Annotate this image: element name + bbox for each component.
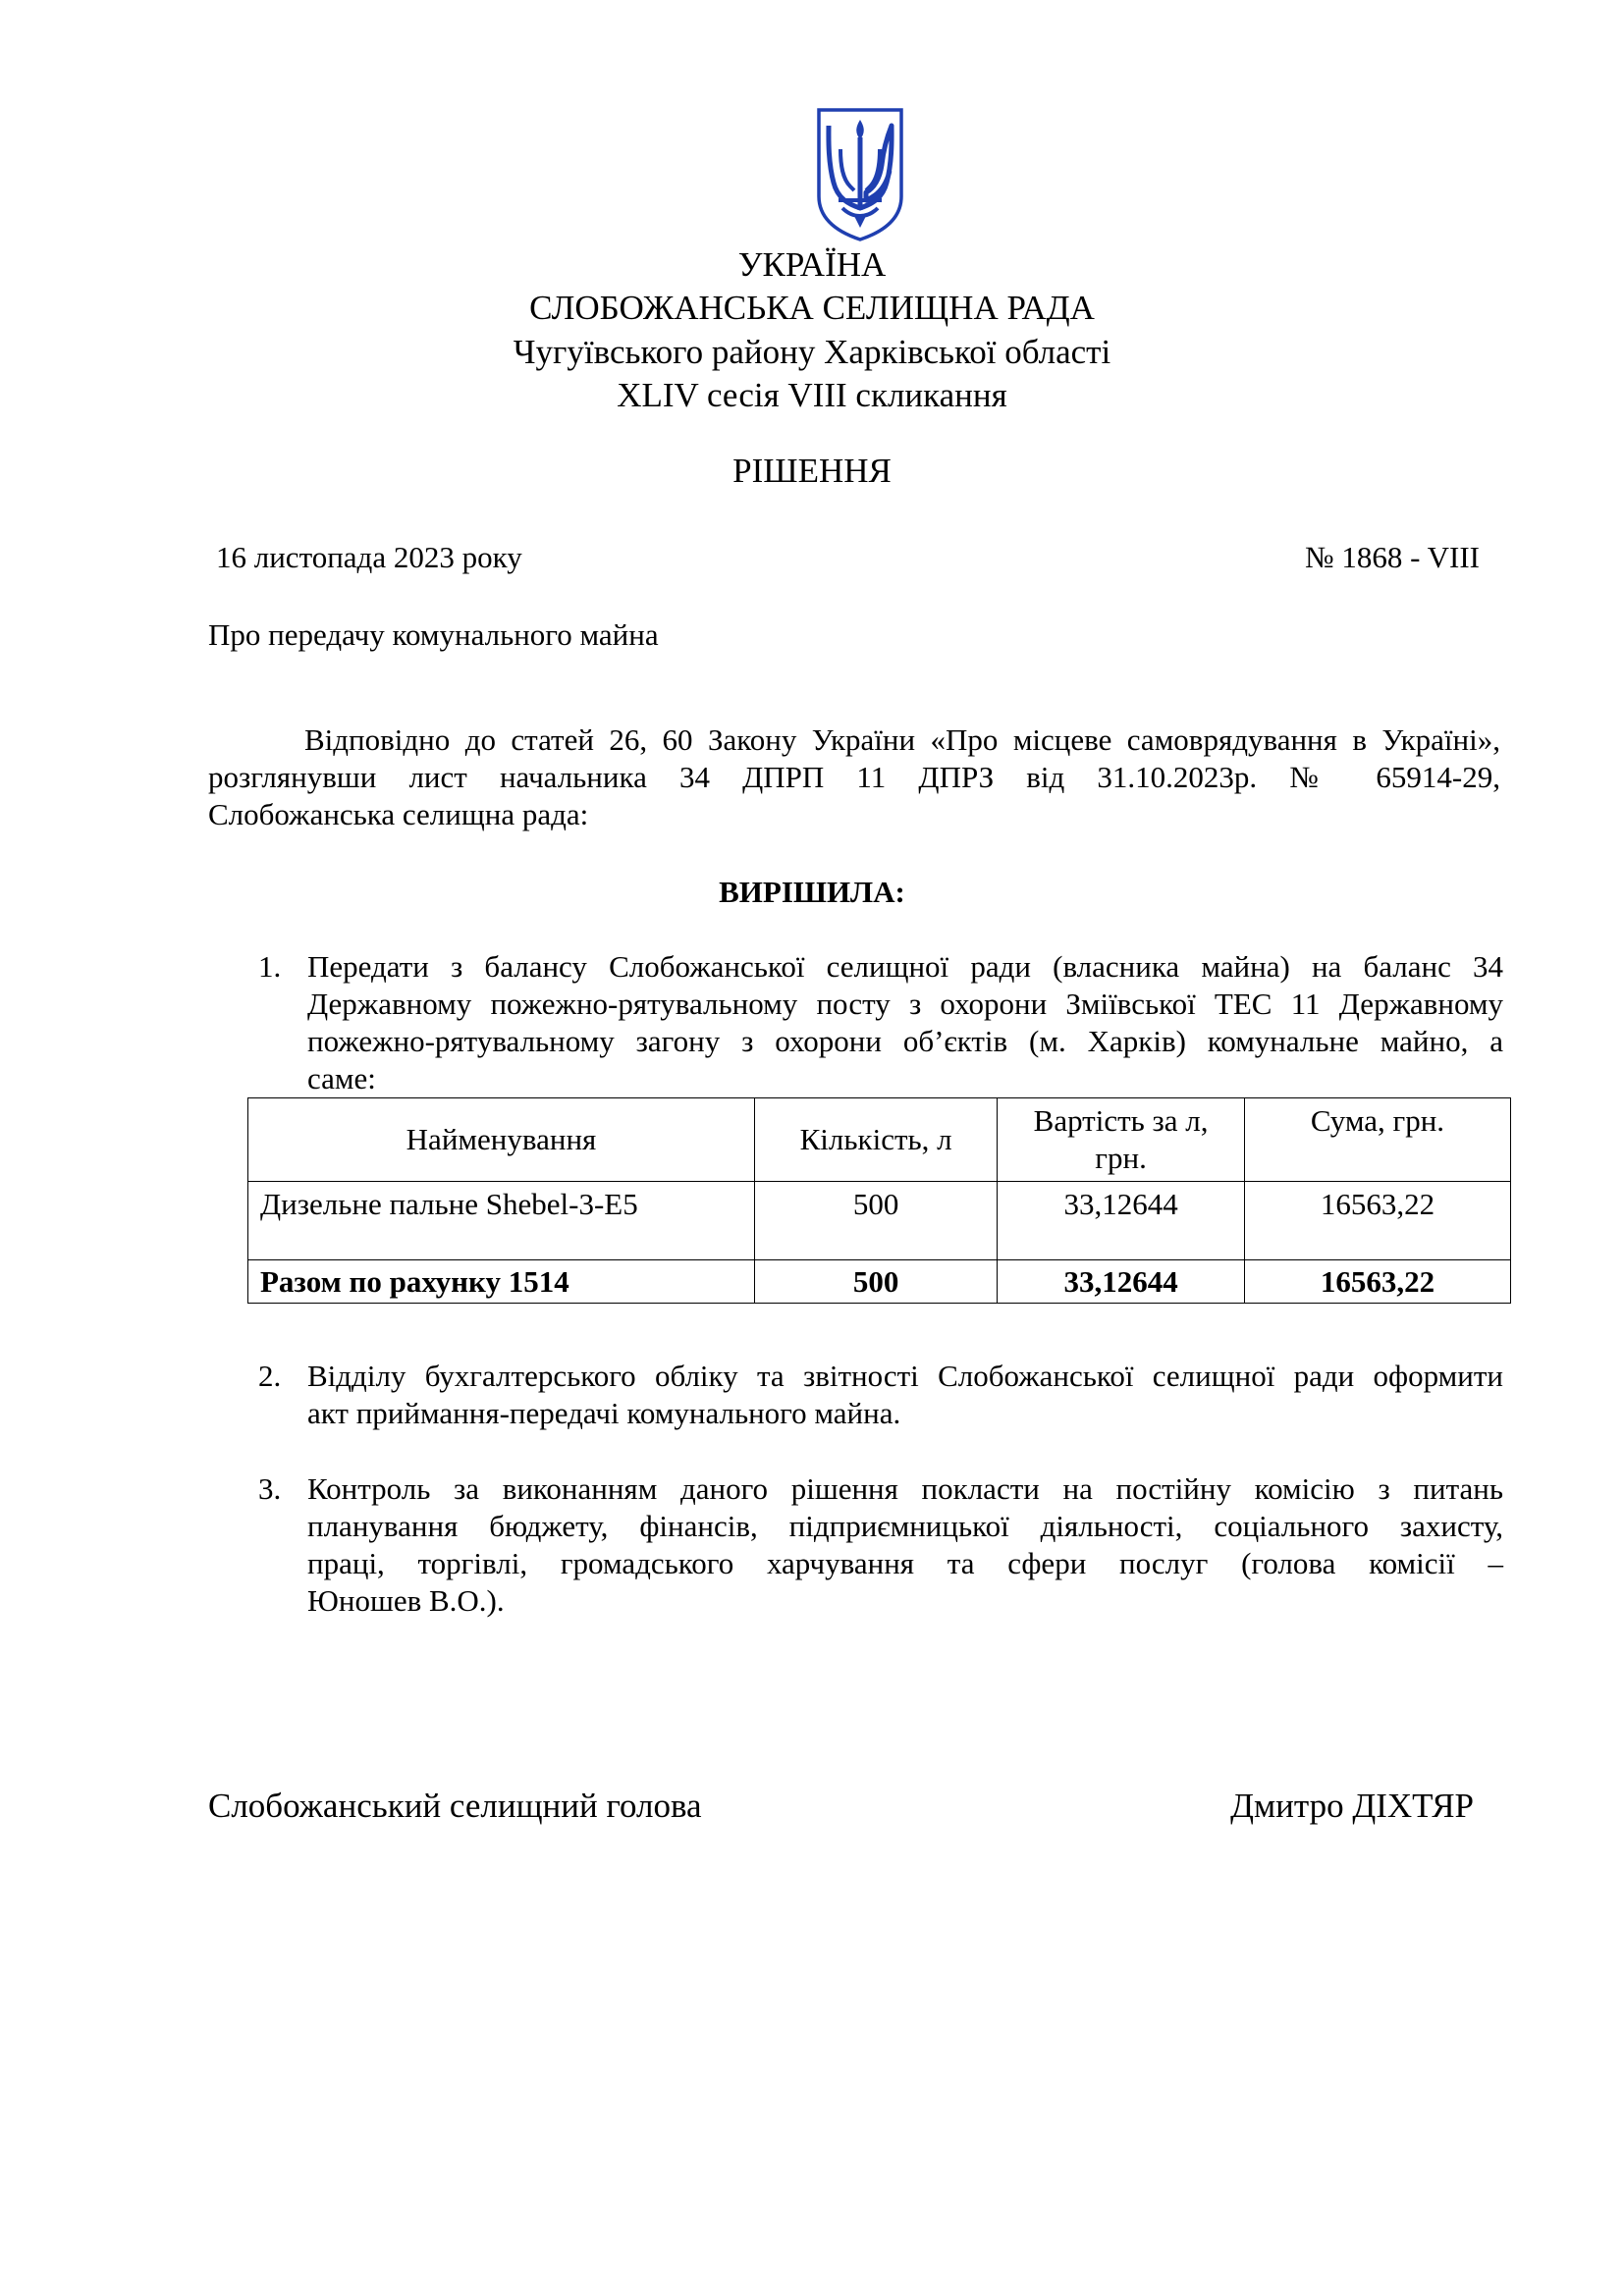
preamble-line: Слобожанська селищна рада: <box>208 797 589 831</box>
coat-of-arms-trident-icon <box>815 106 905 243</box>
column-header-price: Вартість за л, грн. <box>998 1098 1245 1182</box>
item-line: Юношев В.О.). <box>307 1583 505 1618</box>
item-line: саме: <box>307 1061 376 1095</box>
item-line: пожежно-рятувальному загону з охорони об’єктів (м. Харків) комунальне майно, а <box>307 1024 1503 1058</box>
total-price: 33,12644 <box>998 1260 1245 1304</box>
table-total-row <box>248 1260 1511 1304</box>
total-sum: 16563,22 <box>1244 1260 1510 1304</box>
item-line: планування бюджету, фінансів, підприємницької діяльності, соціального захисту, <box>307 1509 1503 1543</box>
council-heading: СЛОБОЖАНСЬКА СЕЛИЩНА РАДА <box>529 289 1095 327</box>
decision-number: № 1868 - VIII <box>1305 540 1480 574</box>
item-3-text <box>307 1470 1503 1620</box>
preamble-line: Відповідно до статей 26, 60 Закону України «Про місцеве самоврядування в Україні», <box>304 722 1500 757</box>
table-row <box>248 1182 1511 1260</box>
preamble-paragraph <box>208 721 1500 833</box>
country-heading: УКРАЇНА <box>737 245 887 284</box>
item-number: 1. <box>258 949 282 984</box>
document-type-heading: РІШЕННЯ <box>732 452 892 490</box>
column-header-name: Найменування <box>248 1098 755 1182</box>
total-label: Разом по рахунку 1514 <box>248 1260 755 1304</box>
session-heading: XLIV сесія VIII скликання <box>617 376 1007 414</box>
item-number: 2. <box>258 1359 282 1393</box>
item-1-text <box>307 948 1503 1097</box>
column-header-sum: Сума, грн. <box>1244 1098 1510 1182</box>
item-number: 3. <box>258 1471 282 1506</box>
preamble-line: розглянувши лист начальника 34 ДПРП 11 ДПРЗ від 31.10.2023р. № 65914-29, <box>208 760 1500 794</box>
cell-sum: 16563,22 <box>1244 1182 1510 1260</box>
cell-name: Дизельне пальне Shebel-3-E5 <box>248 1182 755 1260</box>
cell-price: 33,12644 <box>998 1182 1245 1260</box>
resolved-heading: ВИРІШИЛА: <box>719 875 905 909</box>
signature-name: Дмитро ДІХТЯР <box>1230 1787 1474 1825</box>
item-line: Передати з балансу Слобожанської селищної ради (власника майна) на баланс 34 <box>307 949 1503 984</box>
item-line: Відділу бухгалтерського обліку та звітності Слобожанської селищної ради оформити <box>307 1359 1503 1393</box>
item-line: акт приймання-передачі комунального майна. <box>307 1396 901 1430</box>
item-2-text <box>307 1358 1503 1432</box>
cell-quantity: 500 <box>755 1182 998 1260</box>
item-line: Державному пожежно-рятувальному посту з охорони Зміївської ТЕС 11 Державному <box>307 987 1503 1021</box>
item-line: праці, торгівлі, громадського харчування та сфери послуг (голова комісії – <box>307 1546 1503 1580</box>
total-quantity: 500 <box>755 1260 998 1304</box>
item-line: Контроль за виконанням даного рішення покласти на постійну комісію з питань <box>307 1471 1503 1506</box>
district-heading: Чугуївського району Харківської області <box>513 333 1111 371</box>
signature-position: Слобожанський селищний голова <box>208 1787 702 1825</box>
table-header-row <box>248 1098 1511 1182</box>
column-header-quantity: Кількість, л <box>755 1098 998 1182</box>
decision-date: 16 листопада 2023 року <box>216 540 522 574</box>
assets-table <box>247 1097 1511 1304</box>
decision-subject: Про передачу комунального майна <box>208 617 659 652</box>
